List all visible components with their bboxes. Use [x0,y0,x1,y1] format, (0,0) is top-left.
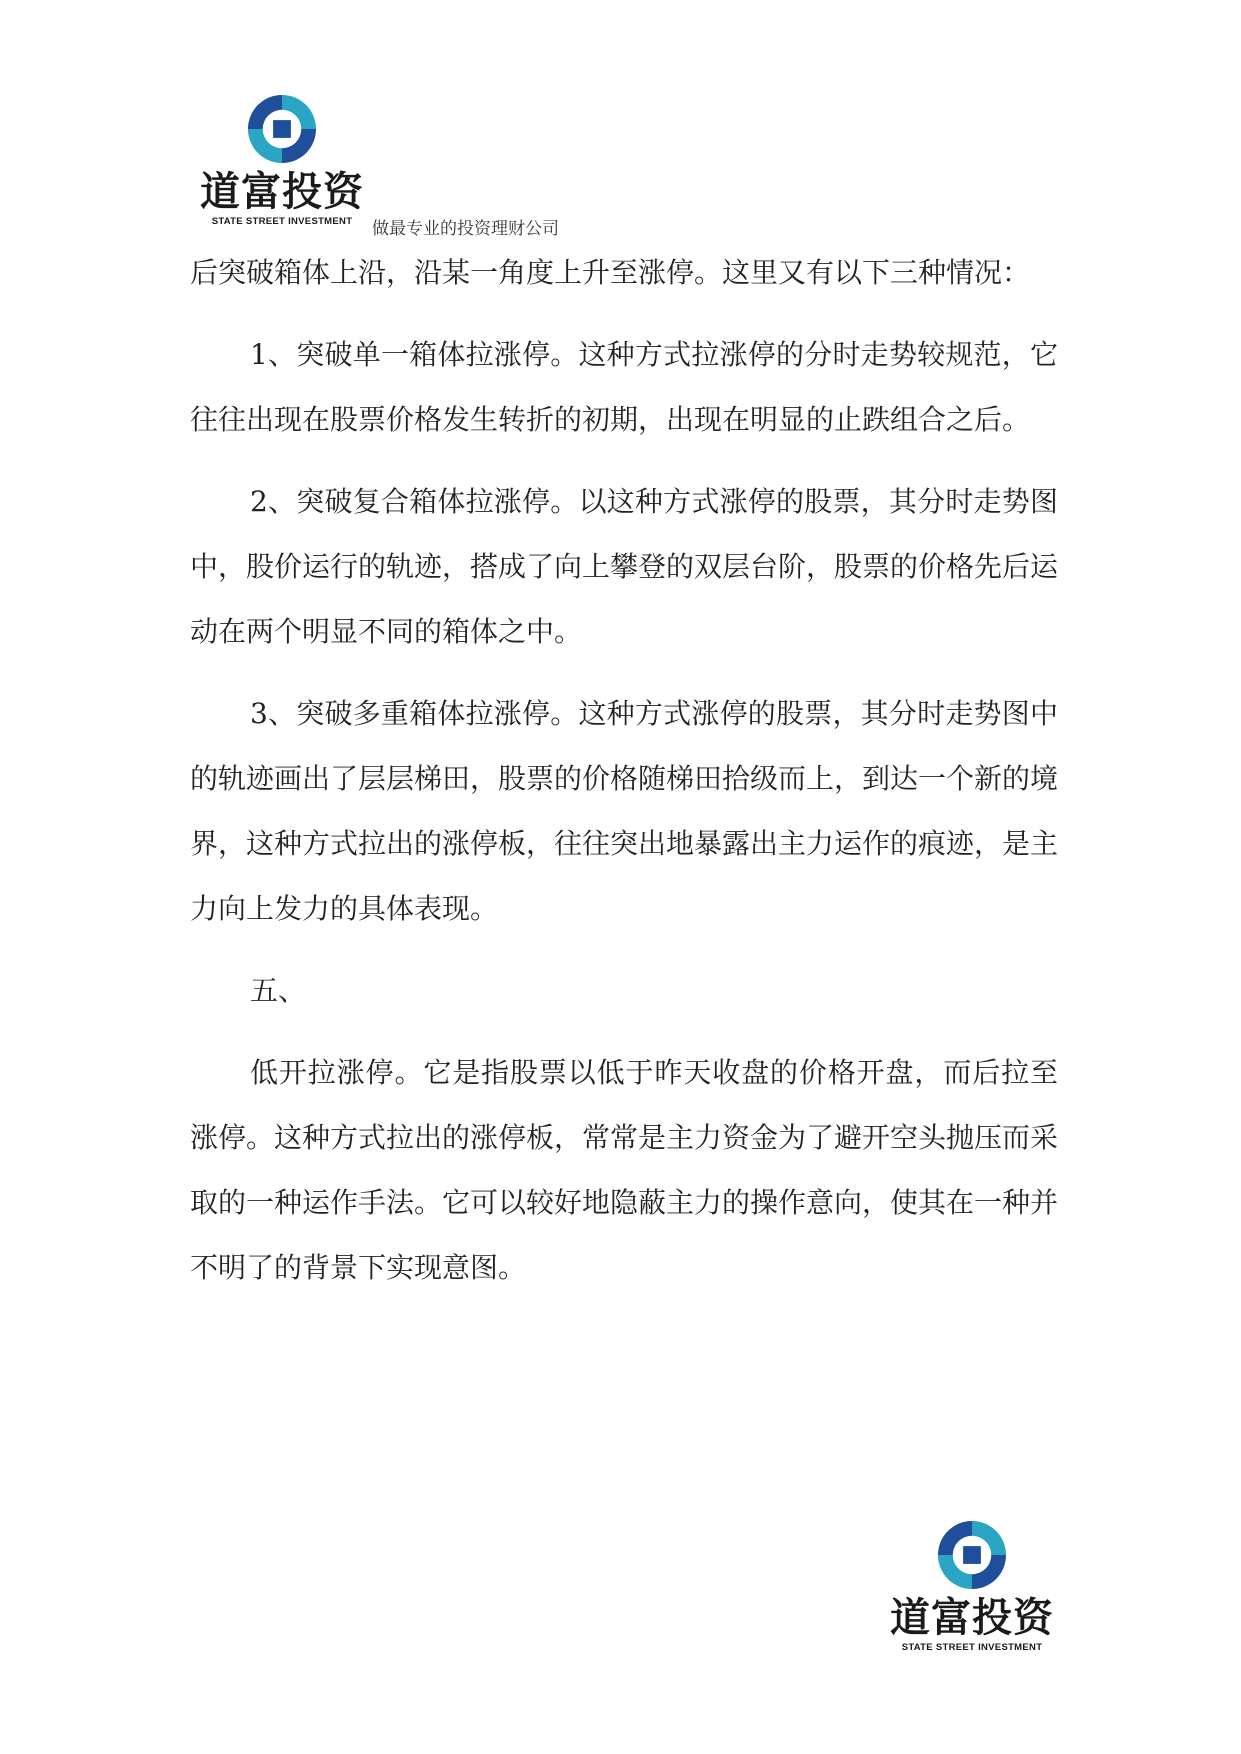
paragraph: 3、突破多重箱体拉涨停。这种方式涨停的股票，其分时走势图中的轨迹画出了层层梯田，股票的价格随梯田拾级而上，到达一个新的境界，这种方式拉出的涨停板，往往突出地暴露出主力运作的痕迹，是主力向上发力的具体表现。 [190,697,1059,925]
logo-emblem-icon [935,1518,1009,1592]
logo-brand-en: STATE STREET INVESTMENT [211,216,353,227]
logo-brand-cn: 道富投资 [890,1595,1054,1641]
logo-brand-en: STATE STREET INVESTMENT [901,1642,1043,1653]
document-body [190,240,1058,1317]
header-slogan: 做最专业的投资理财公司 [372,219,559,239]
paragraph: 后突破箱体上沿，沿某一角度上升至涨停。这里又有以下三种情况： [190,256,1031,289]
logo-brand-cn: 道富投资 [200,169,364,215]
paragraph: 1、突破单一箱体拉涨停。这种方式拉涨停的分时走势较规范，它往往出现在股票价格发生转折的初期，出现在明显的止跌组合之后。 [190,338,1058,436]
section-heading: 五、 [250,974,307,1007]
header-logo [200,92,364,227]
footer-logo [890,1518,1054,1653]
paragraph: 低开拉涨停。它是指股票以低于昨天收盘的价格开盘，而后拉至涨停。这种方式拉出的涨停板，常常是主力资金为了避开空头抛压而采取的一种运作手法。它可以较好地隐蔽主力的操作意向，使其在一种并不明了的背景下实现意图。 [190,1056,1059,1284]
logo-emblem-icon [245,92,319,166]
paragraph: 2、突破复合箱体拉涨停。以这种方式涨停的股票，其分时走势图中，股价运行的轨迹，搭成了向上攀登的双层台阶，股票的价格先后运动在两个明显不同的箱体之中。 [190,485,1059,648]
